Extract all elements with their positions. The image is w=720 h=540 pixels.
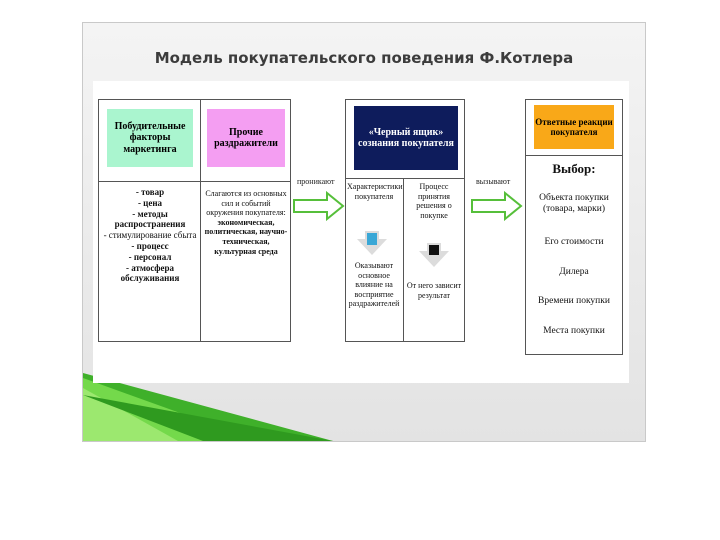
choice-item: Дилера [559,267,589,277]
arrow1-label: проникают [297,177,335,186]
response-header: Ответные реакции покупателя [534,105,614,149]
marketing-factors-header: Побудительные факторы маркетинга [107,109,193,167]
choice-item: Времени покупки [538,296,610,306]
black-box-header: «Черный ящик» сознания покупателя [354,106,458,170]
buyer-characteristics: Характеристики покупателя [347,182,403,201]
arrow2-icon [471,191,523,221]
marketing-factors-list [101,187,199,284]
slide [82,22,646,442]
other-stimuli-text: Слагаются из основных сил и событий окружения покупателя: экономическая, политическая, научно-техническая, культурная среда [204,189,288,256]
arrow2-label: вызывают [476,177,511,186]
down-arrow-black-icon [417,241,451,269]
decision-process: Процесс принятия решения о покупке [416,182,452,220]
factor-item: - процесс [131,240,169,251]
other-stimuli-header: Прочие раздражители [207,109,285,167]
decision-process-result: От него зависит результат [406,281,462,300]
factor-item: - товар [135,187,165,197]
diagram [93,81,629,383]
factor-item: - методы распространения [114,208,186,230]
choice-item: Места покупки [543,326,605,336]
buyer-characteristics-effect: Оказывают основное влияние на восприятие раздражителей [348,261,400,309]
arrow1-icon [293,191,345,221]
factor-item: - атмосфера обслуживания [120,262,180,284]
page-title: Модель покупательского поведения Ф.Котлера [154,49,574,67]
factor-item: - персонал [128,251,172,262]
factor-item: - стимулирование сбыта [103,230,197,241]
factor-item: - цена [137,197,163,208]
choice-label: Выбор: [552,161,596,176]
choice-item: Объекта покупки (товара, марки) [539,193,609,215]
choice-item: Его стоимости [544,237,604,247]
down-arrow-blue-icon [355,229,389,257]
